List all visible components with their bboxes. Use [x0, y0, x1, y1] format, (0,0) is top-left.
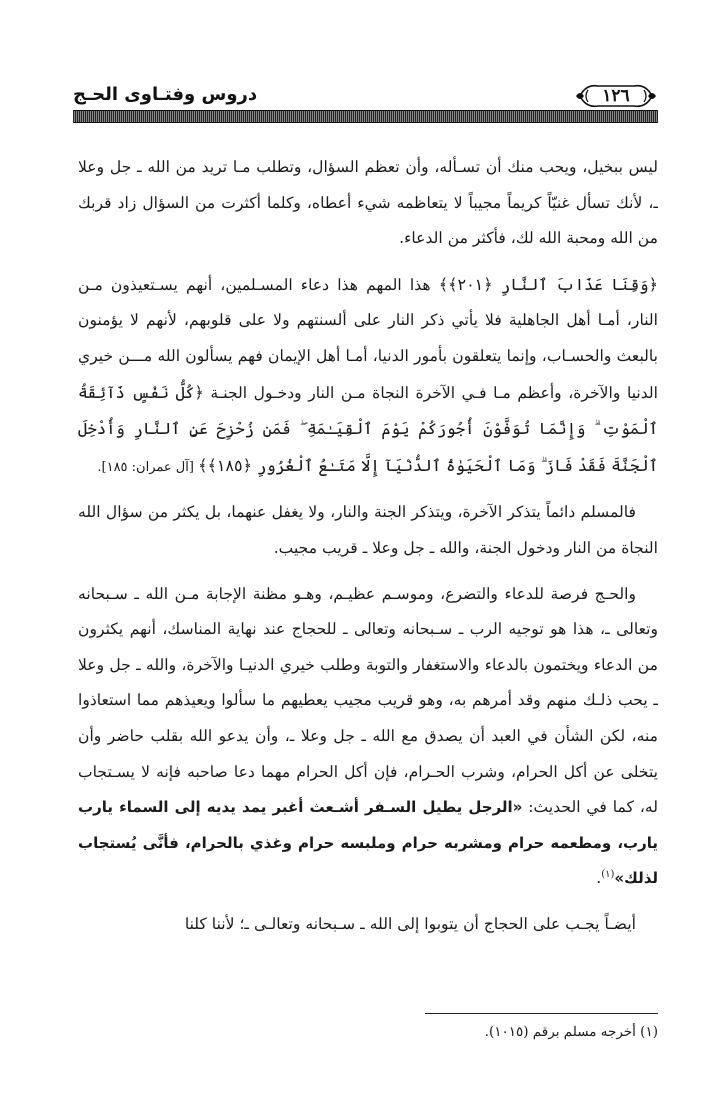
quran-verse: ﴿وَقِنَا عَذَابَ ٱلنَّارِ ﴿٢٠١﴾﴾: [438, 274, 659, 294]
hadith-quote: «الرجل يطيل السـفر أشـعث أغبر يمد يديه إلى السماء يارب يارب، ومطعمه حرام ومشربه حرام وملبسه حرام وغذي بالحرام، فأنَّى يُستجاب لذلك»: [78, 798, 658, 888]
paragraph-text: .: [596, 869, 602, 888]
body-text: [78, 150, 658, 952]
page-header: [73, 82, 658, 124]
paragraph: [78, 907, 658, 943]
paragraph-text: ليس ببخيل، ويحب منك أن تسـأله، وأن تعظم السؤال، وتطلب مـا تريد من الله ـ جل وعلا ـ، لأنك تسأل غنيّاً كريماً مجيباً لا يتعاظمه شيء أعطاه، وكلما أكثرت من السؤال زاد قربك من الله ومحبة الله لك، فأكثر من الدعاء.: [78, 158, 658, 248]
paragraph: [78, 150, 658, 257]
paragraph-text: هذا المهم هذا دعاء المسـلمين، أنهم يسـتعيذون مـن النار، أمـا أهل الجاهلية فلا يأتي ذكر النار على ألسنتهم ولا على قلوبهم، لأنهم لا يؤمنون بالبعث والحسـاب، وإنما يتعلقون بأمور الدنيا، أمـا أهل الإيمان فهم يسألون الله مـــن خيري الدنيا والآخرة، وأعظم مـا فـي الآخرة النجاة مـن النار ودخـول الجنـة: [78, 275, 659, 402]
paragraph: [78, 495, 658, 566]
paragraph: [78, 267, 658, 486]
verse-reference: [آل عمران: ١٨٥].: [97, 459, 199, 475]
page-number-badge: [574, 82, 658, 110]
paragraph: [78, 577, 658, 897]
header-divider-band: [73, 110, 658, 123]
page-number: ١٢٦: [602, 86, 630, 106]
paragraph-text: فالمسلم دائماً يتذكر الآخرة، ويتذكر الجنة والنار، ولا يغفل عنهما، بل يكثر من سؤال الله النجاة من النار ودخول الجنة، والله ـ جل وعلا ـ قريب مجيب.: [78, 503, 658, 557]
paragraph-text: أيضـاً يجـب على الحجاج أن يتوبوا إلى الله ـ سـبحانه وتعالـى ـ؛ لأننا كلنا: [184, 914, 636, 933]
book-title: دروس وفتـاوى الحـج: [73, 84, 258, 105]
footnote-divider: [425, 1013, 658, 1014]
paragraph-text: والحـج فرصة للدعاء والتضرع، وموسـم عظيـم، وهـو مظنة الإجابة مـن الله ـ سـبحانه وتعالى ـ، هذا هو توجيه الرب ـ سـبحانه وتعالى ـ للحجاج عند نهاية المناسك، أنهم يكثرون من الدعاء ويختمون بالدعاء والاستغفار والتوبة وطلب خيري الدنيـا والآخرة، والله ـ جل وعلا ـ يحب ذلـك منهم وقد أمرهم به، وهو قريب مجيب يعطيهم ما سألوا ويعيذهم مما استعاذوا منه، لكن الشأن في العبد أن يصدق مع الله ـ جل وعلا ـ، وأن يدعو الله بقلب حاضر وأن يتخلى عن أكل الحرام، وشرب الحـرام، فإن أكل الحرام مهما دعا صاحبه فإنه لا يسـتجاب له، كما في الحديث:: [78, 584, 658, 817]
footnote-marker[interactable]: (١): [601, 869, 615, 881]
quran-verse: ﴿كُلُّ نَفْسٍ ذَآئِقَةُ ٱلْمَوْتِ ۗ وَإِنَّمَا تُوَفَّوْنَ أُجُورَكُمْ يَوْمَ ٱلْقِيَـٰمَةِ ۖ فَمَن زُحْزِحَ عَنِ ٱلنَّارِ وَأُدْخِلَ ٱلْجَنَّةَ فَقَدْ فَازَ ۗ وَمَا ٱلْحَيَوٰةُ ٱلدُّنْيَآ إِلَّا مَتَـٰعُ ٱلْغُرُورِ ﴿١٨٥﴾﴾: [78, 382, 659, 475]
footnote: (١) أخرجه مسلم برقم (١٠١٥).: [484, 1024, 658, 1040]
